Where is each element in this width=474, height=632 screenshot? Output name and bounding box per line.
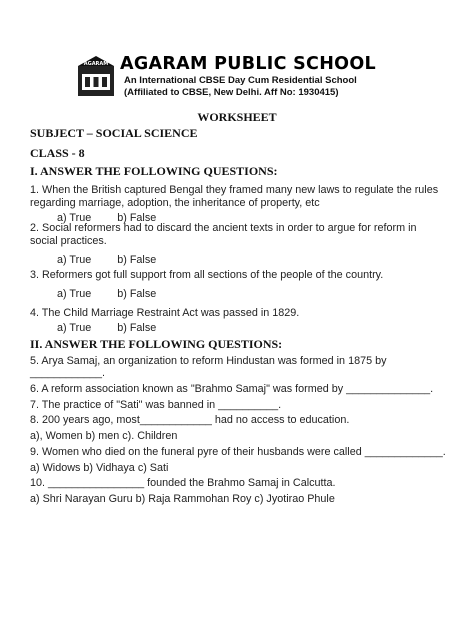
option-b: b) False	[117, 212, 157, 224]
logo-text: AGARAM	[83, 61, 109, 67]
school-name: AGARAM PUBLIC SCHOOL	[120, 54, 376, 74]
subject-line: SUBJECT – SOCIAL SCIENCE	[30, 126, 198, 140]
question-9-options: a) Widows b) Vidhaya c) Sati	[30, 462, 169, 474]
option-a: a) True	[57, 288, 92, 300]
option-b: b) False	[117, 288, 157, 300]
question-1-line-2: regarding marriage, adoption, the inheritance of property, etc	[30, 197, 320, 209]
question-4-options	[57, 322, 156, 334]
question-4: 4. The Child Marriage Restraint Act was passed in 1829.	[30, 307, 300, 319]
question-8: 8. 200 years ago, most____________ had no access to education.	[30, 414, 350, 426]
question-2-line-2: social practices.	[30, 235, 107, 247]
question-5-line-1: 5. Arya Samaj, an organization to reform Hindustan was formed in 1875 by	[30, 355, 387, 367]
option-a: a) True	[57, 322, 92, 334]
option-b: b) False	[117, 322, 157, 334]
question-3: 3. Reformers got full support from all sections of the people of the country.	[30, 269, 384, 281]
question-10-options: a) Shri Narayan Guru b) Raja Rammohan Roy c) Jyotirao Phule	[30, 493, 335, 505]
option-a: a) True	[57, 254, 92, 266]
section1-heading: I. ANSWER THE FOLLOWING QUESTIONS:	[30, 164, 278, 178]
worksheet-title: WORKSHEET	[197, 110, 277, 124]
class-line: CLASS - 8	[30, 146, 85, 160]
school-logo-icon	[76, 54, 116, 100]
question-2-options	[57, 254, 156, 266]
question-5-blank: ____________.	[30, 367, 106, 379]
section2-heading: II. ANSWER THE FOLLOWING QUESTIONS:	[30, 337, 283, 351]
question-2-line-1: 2. Social reformers had to discard the ancient texts in order to argue for reform in	[30, 222, 417, 234]
question-8-options: a), Women b) men c). Children	[30, 430, 178, 442]
question-9: 9. Women who died on the funeral pyre of their husbands were called _____________.	[30, 446, 446, 458]
school-affiliation: (Affiliated to CBSE, New Delhi. Aff No: 1930415)	[124, 87, 339, 98]
option-a: a) True	[57, 212, 92, 224]
question-10: 10. ________________ founded the Brahmo Samaj in Calcutta.	[30, 477, 336, 489]
school-header	[0, 52, 474, 102]
school-subtitle: An International CBSE Day Cum Residential School	[124, 75, 357, 86]
question-7: 7. The practice of "Sati" was banned in __________.	[30, 399, 282, 411]
question-6: 6. A reform association known as "Brahmo Samaj" was formed by ______________.	[30, 383, 434, 395]
question-1-line-1: 1. When the British captured Bengal they framed many new laws to regulate the rules	[30, 184, 439, 196]
option-b: b) False	[117, 254, 157, 266]
question-3-options	[57, 288, 156, 300]
